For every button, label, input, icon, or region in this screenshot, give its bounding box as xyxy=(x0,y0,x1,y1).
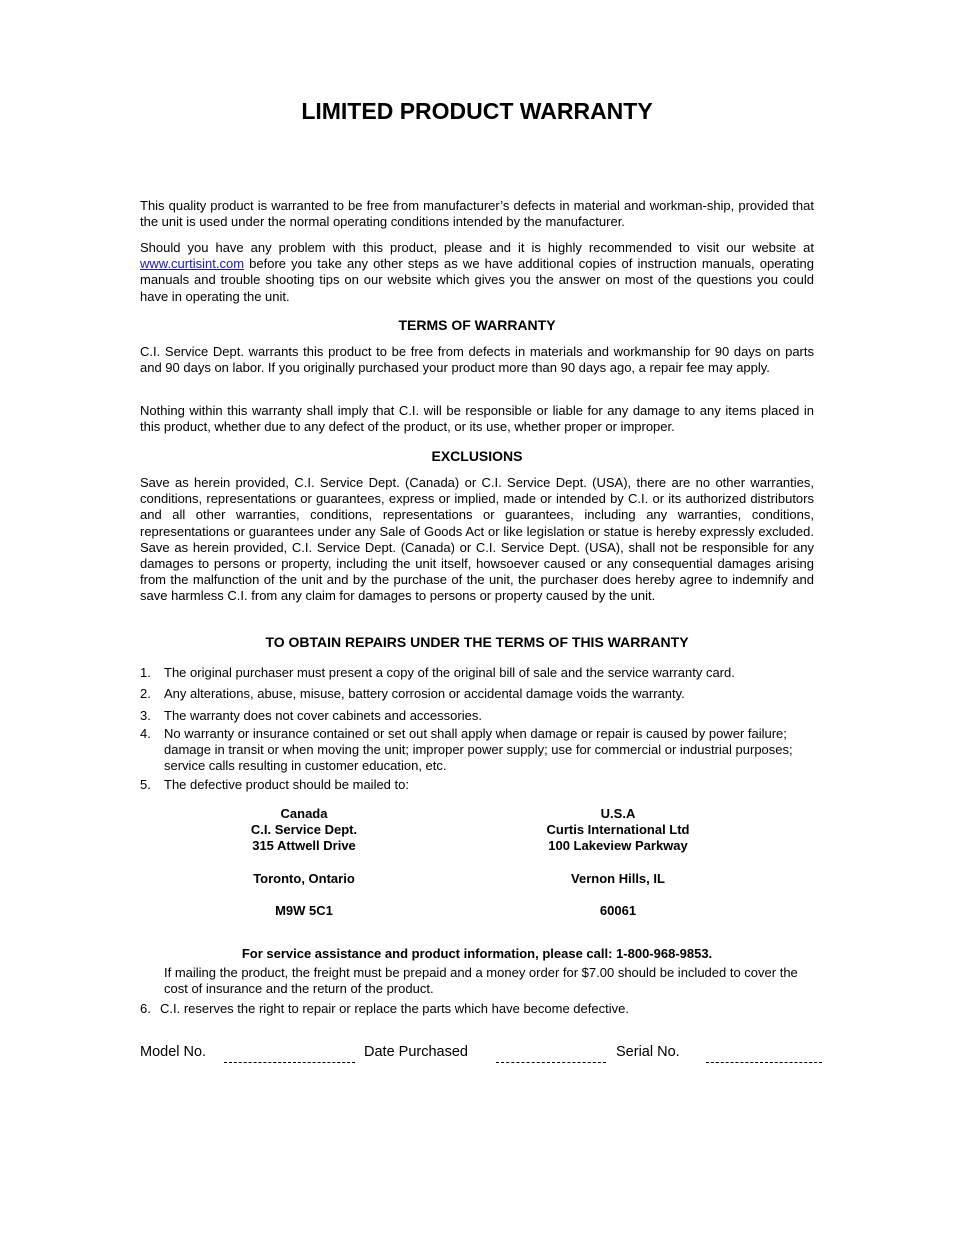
list-text: The defective product should be mailed to: xyxy=(164,777,409,792)
mailing-note: If mailing the product, the freight must be prepaid and a money order for $7.00 should be included to cover the cost of insurance and the return of the product. xyxy=(164,965,798,997)
canada-dept: C.I. Service Dept. xyxy=(250,822,358,838)
terms-paragraph-1: C.I. Service Dept. warrants this product to be free from defects in materials and workmanship for 90 days on parts and 90 days on labor. If you originally purchased your product more than 90 days ago, a repair fee may apply. xyxy=(140,344,814,376)
canada-street: 315 Attwell Drive xyxy=(252,838,356,854)
list-number: 1. xyxy=(140,665,151,680)
list-number: 4. xyxy=(140,726,151,741)
model-number-field[interactable] xyxy=(224,1062,355,1063)
list-text: The warranty does not cover cabinets and accessories. xyxy=(164,708,482,723)
address-spacer xyxy=(488,855,748,871)
usa-zip-code: 60061 xyxy=(599,902,637,918)
exclusions-heading: EXCLUSIONS xyxy=(431,448,523,464)
terms-heading: TERMS OF WARRANTY xyxy=(398,317,556,333)
list-text: C.I. reserves the right to repair or replace the parts which have become defective. xyxy=(160,1001,629,1016)
usa-country: U.S.A xyxy=(600,806,636,821)
serial-number-field[interactable] xyxy=(706,1062,822,1063)
canada-city: Toronto, Ontario xyxy=(253,870,355,886)
list-text: The original purchaser must present a copy of the original bill of sale and the service warranty card. xyxy=(164,665,735,680)
serial-number-label: Serial No. xyxy=(616,1044,680,1060)
terms-paragraph-2: Nothing within this warranty shall imply that C.I. will be responsible or liable for any damage to any items placed in this product, whether due to any defect of the product, or its use, whether proper or improper. xyxy=(140,403,814,435)
list-number: 3. xyxy=(140,708,151,723)
usa-company: Curtis International Ltd xyxy=(546,822,690,838)
repair-item-5 xyxy=(140,777,820,793)
repair-item-2 xyxy=(140,686,820,702)
intro-text-before-link: Should you have any problem with this product, please and it is highly recommended to visit our website at xyxy=(140,240,814,255)
address-spacer xyxy=(174,887,434,903)
service-phone-line: For service assistance and product information, please call: 1-800-968-9853. xyxy=(241,946,713,961)
page-title: LIMITED PRODUCT WARRANTY xyxy=(301,98,653,124)
canada-address xyxy=(174,806,434,919)
list-text: No warranty or insurance contained or set out shall apply when damage or repair is caused by power failure; damage in transit or when moving the unit; improper power supply; use for commercial or industrial purposes; service calls resulting in customer education, etc. xyxy=(164,726,793,774)
model-number-label: Model No. xyxy=(140,1044,207,1060)
date-purchased-label: Date Purchased xyxy=(364,1044,468,1060)
usa-address xyxy=(488,806,748,919)
list-text: Any alterations, abuse, misuse, battery corrosion or accidental damage voids the warranty. xyxy=(164,686,685,701)
website-link[interactable]: www.curtisint.com xyxy=(140,256,245,272)
canada-country: Canada xyxy=(280,806,328,821)
list-number: 5. xyxy=(140,777,151,792)
intro-text-after-link: before you take any other steps as we have additional copies of instruction manuals, operating manuals and trouble shooting tips on our website which gives you the answer on most of the questions you could have in operating the unit. xyxy=(140,256,814,304)
canada-postal-code: M9W 5C1 xyxy=(275,902,333,918)
intro-paragraph-1: This quality product is warranted to be free from manufacturer’s defects in material and workman-ship, provided that the unit is used under the normal operating conditions intended by the manufacturer. xyxy=(140,198,814,230)
list-number: 2. xyxy=(140,686,151,701)
address-spacer xyxy=(488,887,748,903)
list-number: 6. xyxy=(140,1001,151,1016)
usa-city: Vernon Hills, IL xyxy=(571,870,665,886)
intro-paragraph-2 xyxy=(140,240,814,305)
repair-item-4 xyxy=(140,726,800,775)
repair-item-1 xyxy=(140,665,820,681)
product-info-form xyxy=(140,1044,830,1068)
exclusions-paragraph: Save as herein provided, C.I. Service Dept. (Canada) or C.I. Service Dept. (USA), there are no other warranties, conditions, representations or guarantees, express or implied, made or intended by C.I. or its authorized distributors and all other warranties, conditions, representations or guarantees, including any warranties, conditions, representations or guarantees under any Sale of Goods Act or like legislation or statue is hereby expressly excluded. Save as herein provided, C.I. Service Dept. (Canada) or C.I. Service Dept. (USA), shall not be responsible for any damages to persons or property, including the unit itself, howsoever caused or any consequential damages arising from the malfunction of the unit and by the purchase of the unit, the purchaser does hereby agree to indemnify and save harmless C.I. from any claim for damages to persons or property caused by the unit. xyxy=(140,475,814,604)
date-purchased-field[interactable] xyxy=(496,1062,606,1063)
repair-item-3 xyxy=(140,708,820,724)
repair-item-6 xyxy=(140,1001,820,1017)
usa-street: 100 Lakeview Parkway xyxy=(548,838,688,854)
address-spacer xyxy=(174,855,434,871)
repairs-heading: TO OBTAIN REPAIRS UNDER THE TERMS OF THIS WARRANTY xyxy=(265,634,689,650)
